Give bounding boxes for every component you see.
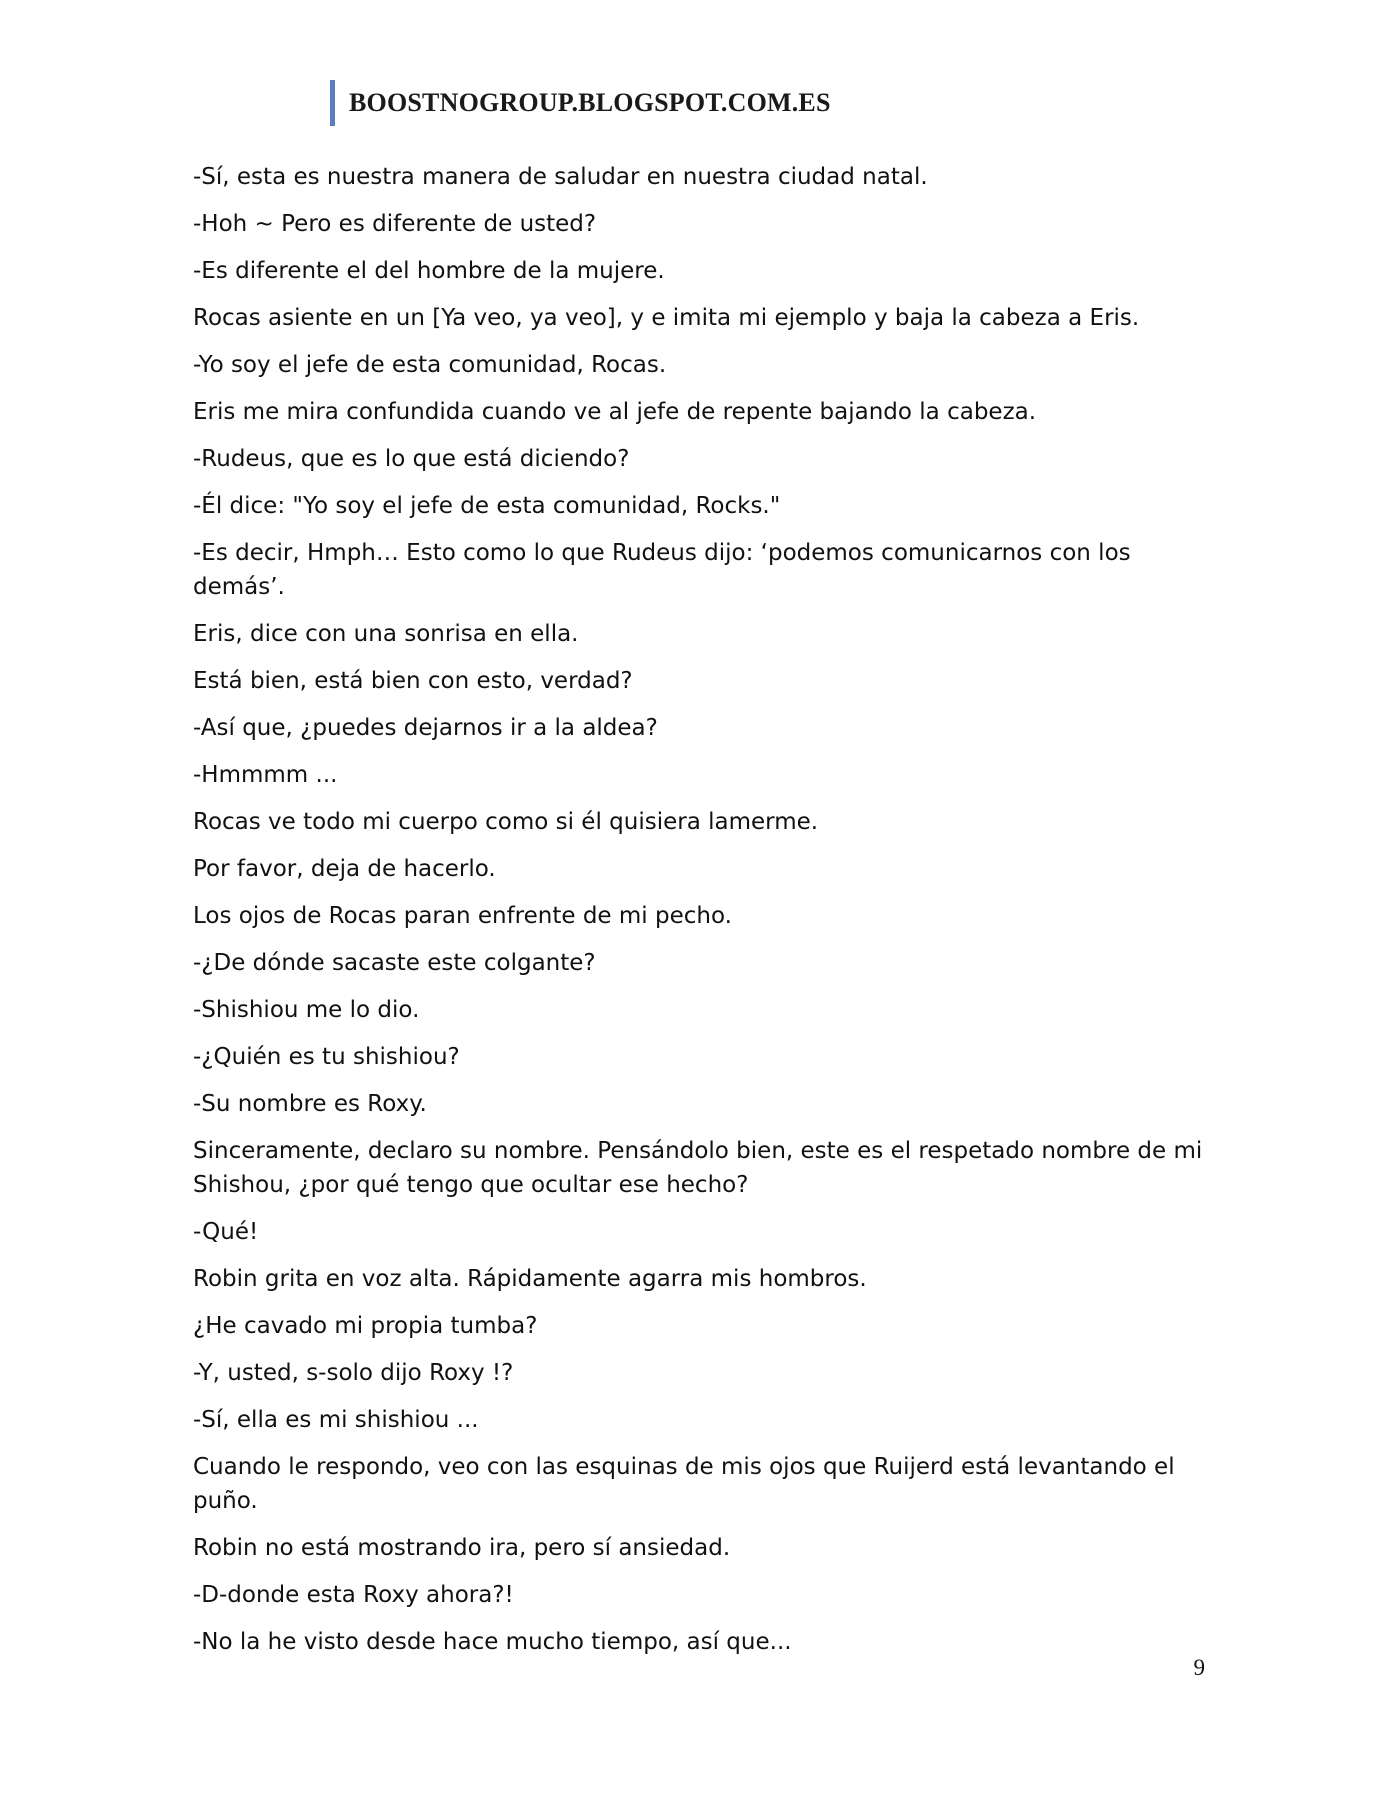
paragraph: Robin no está mostrando ira, pero sí ansiedad.: [193, 1535, 731, 1561]
page-number: 9: [1193, 1655, 1205, 1680]
header-accent-bar: [330, 80, 335, 126]
paragraph: ¿He cavado mi propia tumba?: [193, 1313, 538, 1339]
paragraph: Eris, dice con una sonrisa en ella.: [193, 621, 579, 647]
paragraph: -Su nombre es Roxy.: [193, 1091, 427, 1117]
paragraph: Eris me mira confundida cuando ve al jefe de repente bajando la cabeza.: [193, 399, 1037, 425]
paragraph: -Hoh ~ Pero es diferente de usted?: [193, 211, 597, 237]
header-site-title: BOOSTNOGROUP.BLOGSPOT.COM.ES: [349, 88, 831, 117]
paragraph: Está bien, está bien con esto, verdad?: [193, 668, 633, 694]
paragraph: Por favor, deja de hacerlo.: [193, 856, 496, 882]
paragraph: -Y, usted, s-solo dijo Roxy !?: [193, 1360, 514, 1386]
paragraph: Cuando le respondo, veo con las esquinas de mis ojos que Ruijerd está levantando el puño.: [193, 1454, 1175, 1514]
paragraph: Sinceramente, declaro su nombre. Pensándolo bien, este es el respetado nombre de mi Shishou, ¿por qué tengo que ocultar ese hecho?: [193, 1138, 1203, 1198]
paragraph: -D-donde esta Roxy ahora?!: [193, 1582, 514, 1608]
paragraph: -¿Quién es tu shishiou?: [193, 1044, 460, 1070]
paragraph: Rocas ve todo mi cuerpo como si él quisiera lamerme.: [193, 809, 819, 835]
paragraph: -Yo soy el jefe de esta comunidad, Rocas.: [193, 352, 667, 378]
paragraph: Robin grita en voz alta. Rápidamente agarra mis hombros.: [193, 1266, 867, 1292]
paragraph: -Rudeus, que es lo que está diciendo?: [193, 446, 630, 472]
paragraph: -Es decir, Hmph… Esto como lo que Rudeus dijo: ‘podemos comunicarnos con los demás’.: [193, 540, 1131, 600]
paragraph: -Shishiou me lo dio.: [193, 997, 420, 1023]
paragraph: -Sí, ella es mi shishiou ...: [193, 1407, 479, 1433]
paragraph: -Qué!: [193, 1219, 259, 1245]
paragraph: Rocas asiente en un [Ya veo, ya veo], y e imita mi ejemplo y baja la cabeza a Eris.: [193, 305, 1140, 331]
page-header: [330, 80, 831, 126]
paragraph: -¿De dónde sacaste este colgante?: [193, 950, 596, 976]
paragraph: -Hmmmm ...: [193, 762, 338, 788]
paragraph: -No la he visto desde hace mucho tiempo, así que...: [193, 1629, 792, 1655]
paragraph: Los ojos de Rocas paran enfrente de mi pecho.: [193, 903, 732, 929]
paragraph: -Así que, ¿puedes dejarnos ir a la aldea?: [193, 715, 658, 741]
paragraph: -Es diferente el del hombre de la mujere.: [193, 258, 665, 284]
page-body: [193, 160, 1203, 1672]
paragraph: -Sí, esta es nuestra manera de saludar en nuestra ciudad natal.: [193, 164, 928, 190]
paragraph: -Él dice: "Yo soy el jefe de esta comunidad, Rocks.": [193, 493, 781, 519]
